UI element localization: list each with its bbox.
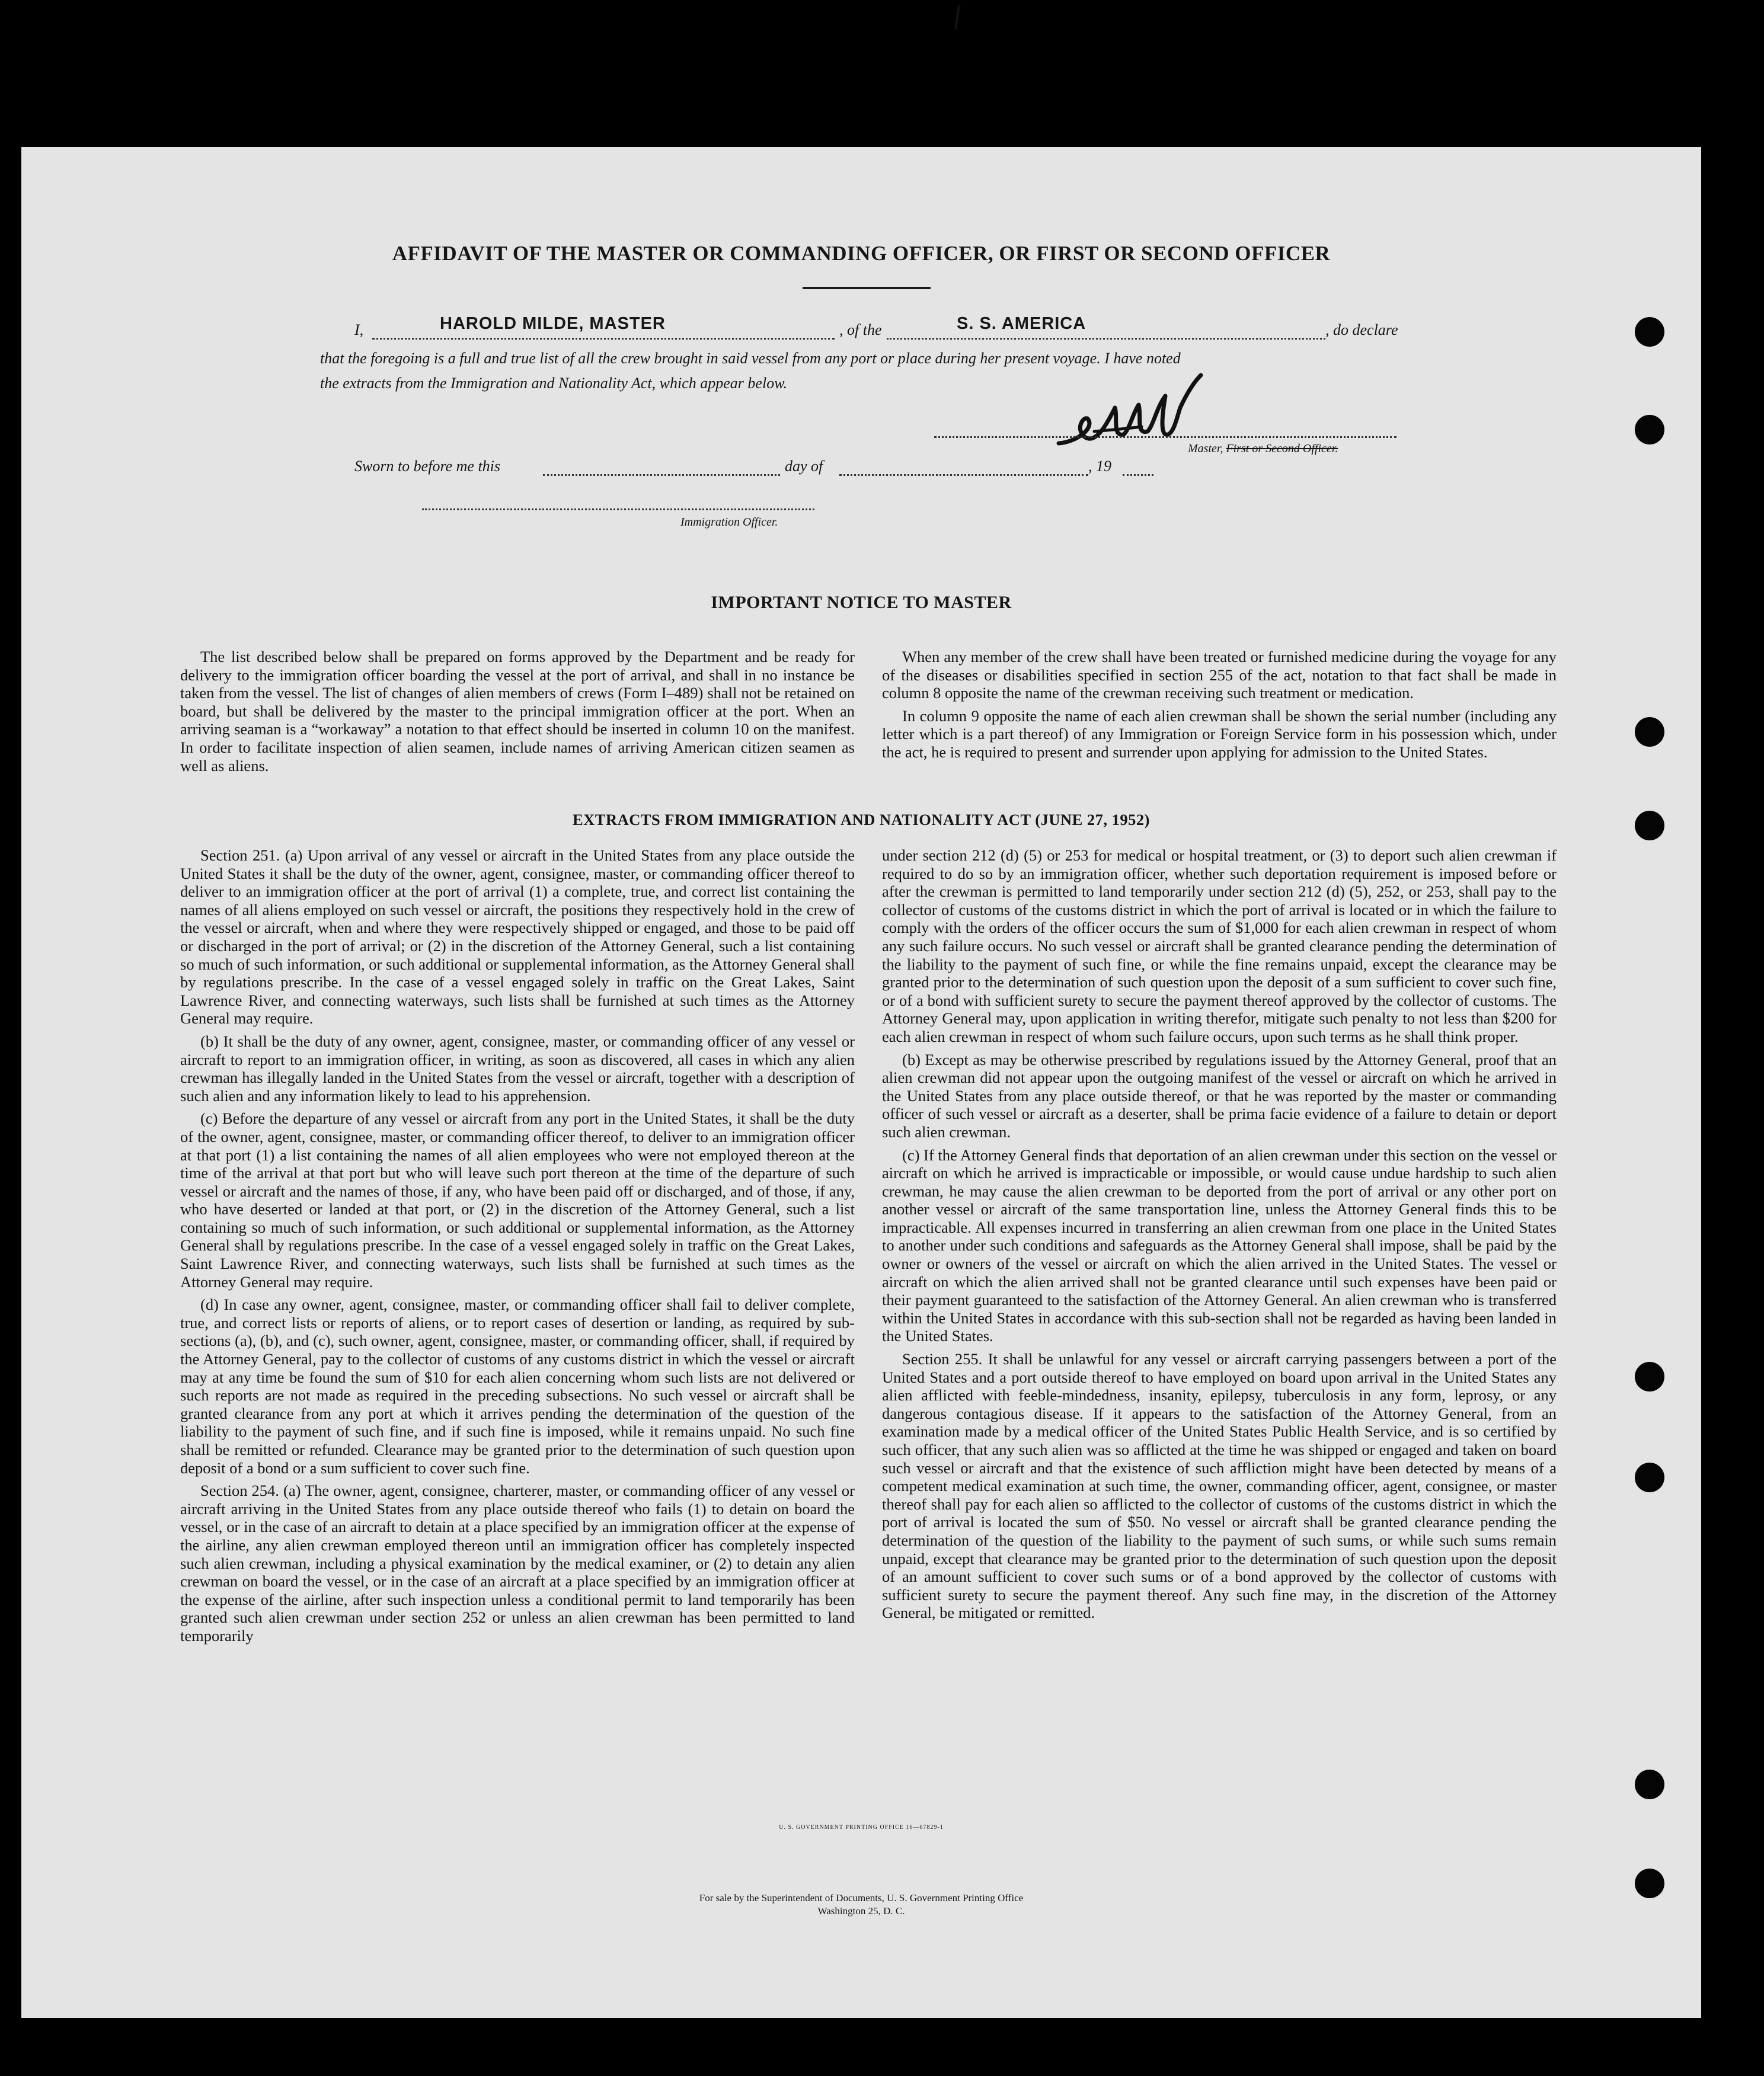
declaration-line-1: that the foregoing is a full and true list of all the crew brought in said vessel from any port or place during her present voyage. I have noted <box>320 350 1181 367</box>
sworn-label: Sworn to before me this <box>354 458 501 475</box>
affidavit-title: AFFIDAVIT OF THE MASTER OR COMMANDING OFFICER, OR FIRST OR SECOND OFFICER <box>392 242 1331 265</box>
punch-hole <box>1635 717 1664 747</box>
sworn-day-line <box>543 474 780 476</box>
day-of-label: day of <box>785 458 823 475</box>
sale-line-2: Washington 25, D. C. <box>817 1905 905 1917</box>
declaration-line-2: the extracts from the Immigration and Nationality Act, which appear below. <box>320 375 788 392</box>
sale-line-1: For sale by the Superintendent of Documents, U. S. Government Printing Office <box>699 1892 1024 1904</box>
punch-hole <box>1635 317 1664 347</box>
notice-right-column <box>882 648 1557 766</box>
immigration-officer-caption: Immigration Officer. <box>680 516 778 529</box>
extract-paragraph: Section 254. (a) The owner, agent, consignee, charterer, master, or commanding officer of any vessel or aircraft arriving in the United States from any place outside thereof who fails (1) to detain on board the vessel, or in the case of an aircraft to detain at a place specified by an immigration officer at the expense of the airline, any alien crewman employed thereon until an immigration officer has completely inspected such alien crewman, including a physical examination by the medical examiner, or (2) to detain any alien crewman on board the vessel, or in the case of an aircraft at a place specified by an immigration officer at the expense of the airline, after such inspection unless a conditional permit to land temporarily has been granted such alien crewman under section 252 or unless an alien crewman has been permitted to land temporarily <box>180 1482 855 1645</box>
notice-paragraph: In column 9 opposite the name of each alien crewman shall be shown the serial number (including any letter which is a part thereof) of any Immigration or Foreign Service form in his possession which, under the act, he is required to present and surrender upon applying for admission to the United States. <box>882 706 1557 761</box>
extract-paragraph: (c) If the Attorney General finds that deportation of an alien crewman under this section on the vessel or aircraft on which he arrived is impracticable or impossible, or would cause undue hardship to such alien crewman, he may cause the alien crewman to be deported from the port of arrival or any other port on another vessel or aircraft of the same transportation line, unless the Attorney General finds this to be impracticable. All expenses incurred in transferring an alien crewman from one place in the United States to another under such conditions and safeguards as the Attorney General shall impose, shall be paid by the owner or owners of the vessel or aircraft on which the alien arrived in the United States. The vessel or aircraft on which the alien arrived shall not be granted clearance until such expenses have been paid or their payment guaranteed to the satisfaction of the Attorney General. An alien crewman who is transferred within the United States in accordance with this sub-section shall not be regarded as having been landed in the United States. <box>882 1146 1557 1345</box>
punch-hole <box>1635 1362 1664 1392</box>
notice-paragraph: The list described below shall be prepared on forms approved by the Department and be ready for delivery to the immigration officer boarding the vessel at the port of arrival, and shall in no instance be taken from the vessel. The list of changes of alien members of crews (Form I–489) shall not be retained on board, but shall be delivered by the master to the principal immigration officer at the port. When an arriving seaman is a “workaway” a notation to that effect should be inserted in column 10 on the manifest. In order to facilitate inspection of alien seamen, include names of arriving American citizen seamen as well as aliens. <box>180 648 855 775</box>
extracts-heading: EXTRACTS FROM IMMIGRATION AND NATIONALITY ACT (JUNE 27, 1952) <box>572 811 1150 829</box>
extracts-right-column <box>882 846 1557 1627</box>
do-declare-label: , do declare <box>1325 321 1398 338</box>
punch-hole <box>1635 415 1664 444</box>
punch-hole <box>1635 1770 1664 1799</box>
title-divider <box>803 287 931 289</box>
extract-paragraph: Section 251. (a) Upon arrival of any vessel or aircraft in the United States from any place outside the United States it shall be the duty of the owner, agent, consignee, master, or commanding officer thereof to deliver to an immigration officer at the port of arrival (1) a complete, true, and correct list containing the names of all aliens employed on such vessel or aircraft, the positions they respectively hold in the crew of the vessel or aircraft, when and where they were respectively shipped or engaged, and those to be paid off or discharged in the port of arrival; or (2) in the discretion of the Attorney General, such a list containing so much of such information, or such additional or supplemental information, as the Attorney General shall by regulations prescribe. In the case of a vessel engaged solely in traffic on the Great Lakes, Saint Lawrence River, and connecting waterways, such lists shall be furnished at such times as the Attorney General may require. <box>180 846 855 1028</box>
vessel-name-field[interactable]: S. S. AMERICA <box>957 314 1086 333</box>
year-label: , 19 <box>1088 458 1111 475</box>
notice-heading: IMPORTANT NOTICE TO MASTER <box>711 593 1012 612</box>
extracts-left-column <box>180 846 855 1650</box>
signature-line <box>934 436 1396 438</box>
extract-paragraph: (c) Before the departure of any vessel or aircraft from any port in the United States, it shall be the duty of the owner, agent, consignee, master, or commanding officer thereof, to deliver to an immigration officer at that port (1) a list containing the names of all alien employees who were not employed thereon at the time of the arrival at that port but who will leave such port thereon at the time of the departure of such vessel or aircraft and the names of those, if any, who have been paid off or discharged, and of those, if any, who have deserted or landed at that port, or (2) in the discretion of the Attorney General, such a list containing so much of such information, or such additional or supplemental information, as the Attorney General shall by regulations prescribe. In the case of a vessel engaged solely in traffic on the Great Lakes, Saint Lawrence River, and connecting waterways, such lists shall be furnished at such times as the Attorney General may require. <box>180 1109 855 1291</box>
of-the-label: , of the <box>839 321 882 338</box>
master-caption: Master, <box>1188 442 1223 455</box>
vessel-field-line <box>887 338 1325 340</box>
master-name-field[interactable]: HAROLD MILDE, MASTER <box>440 314 666 333</box>
notice-paragraph: When any member of the crew shall have been treated or furnished medicine during the voyage for any of the diseases or disabilities specified in section 255 of the act, notation to that fact shall be made in column 8 opposite the name of the crewman receiving such treatment or medication. <box>882 648 1557 702</box>
punch-hole <box>1635 1463 1664 1492</box>
extract-paragraph: (b) It shall be the duty of any owner, agent, consignee, master, or commanding officer of any vessel or aircraft to report to an immigration officer, in writing, as soon as discovered, all cases in which any alien crewman has illegally landed in the United States from the vessel or aircraft, together with a description of such alien and any information likely to lead to his apprehension. <box>180 1032 855 1105</box>
immigration-officer-line <box>422 508 814 510</box>
sale-notice <box>21 1892 1701 1918</box>
extract-paragraph: (b) Except as may be otherwise prescribed by regulations issued by the Attorney General, proof that an alien crewman did not appear upon the outgoing manifest of the vessel or aircraft on which he arrived in the United States from any place outside thereof, or that he was reported by the master or commanding officer of such vessel or aircraft as a deserter, shall be prima facie evidence of a failure to detain or deport such alien crewman. <box>882 1050 1557 1141</box>
scan-mark <box>954 5 960 30</box>
notice-left-column <box>180 648 855 779</box>
printing-office-imprint: U. S. GOVERNMENT PRINTING OFFICE 16—67829-1 <box>779 1824 944 1831</box>
sworn-year-line <box>1123 474 1153 476</box>
struck-officer-caption: First or Second Officer. <box>1226 442 1338 455</box>
extract-paragraph: Section 255. It shall be unlawful for any vessel or aircraft carrying passengers between a port of the United States and a port outside thereof to have employed on board upon arrival in the United States any alien afflicted with feeble-mindedness, insanity, epilepsy, tuberculosis in any form, leprosy, or any dangerous contagious disease. If it appears to the satisfaction of the Attorney General, from an examination made by a medical officer of the United States Public Health Service, and is so certified by such officer, that any such alien was so afflicted at the time he was shipped or engaged and taken on board such vessel or aircraft and that the existence of such affliction might have been detected by means of a competent medical examination at such time, the owner, commanding officer, agent, consignee, or master thereof shall pay for each alien so afflicted to the collector of customs of the customs district in which the port of arrival is located the sum of $50. No vessel or aircraft shall be granted clearance pending the determination of the question of the liability to the payment of such sums, or while such sums remain unpaid, except that clearance may be granted prior to the determination of such question upon the deposit of an amount sufficient to cover such sums or of a bond approved by the collector of customs with sufficient surety to secure the payment thereof. Any such fine may, in the discretion of the Attorney General, be mitigated or remitted. <box>882 1350 1557 1622</box>
extract-paragraph: (d) In case any owner, agent, consignee, master, or commanding officer shall fail to deliver complete, true, and correct lists or reports of aliens, or to report cases of desertion or landing, as required by sub-sections (a), (b), and (c), such owner, agent, consignee, master, or commanding officer, shall, if required by the Attorney General, pay to the collector of customs of any customs district in which the vessel or aircraft may at any time be found the sum of $10 for each alien concerning whom such lists are not delivered or such reports are not made as required in the preceding subsections. No such vessel or aircraft shall be granted clearance from any port at which it arrives pending the determination of the question of the liability to the payment of such fine, and if such fine is imposed, while it remains unpaid. No such fine shall be remitted or refunded. Clearance may be granted prior to the determination of such question upon deposit of a bond or a sum sufficient to cover such fine. <box>180 1295 855 1477</box>
extract-paragraph: under section 212 (d) (5) or 253 for medical or hospital treatment, or (3) to deport such alien crewman if required to do so by an immigration officer, whether such deportation requirement is imposed before or after the crewman is permitted to land temporarily under section 212 (d) (5), 252, or 253, shall pay to the collector of customs of the customs district in which the port of arrival is located or in which the failure to comply with the orders of the officer occurs the sum of $1,000 for each alien crewman in respect of whom any such failure occurs. No such vessel or aircraft shall be granted clearance pending the determination of the liability to the payment of such fine, or while the fine remains unpaid, except the clearance may be granted prior to the determination of such question upon the deposit of a sum sufficient to cover such fine, or of a bond with sufficient surety to secure the payment thereof approved by the collector of customs. The Attorney General may, upon application in writing therefor, mitigate such penalty to not less than $200 for each alien crewman in respect of whom such failure occurs, upon such terms as he shall think proper. <box>882 846 1557 1045</box>
form-page <box>21 147 1701 2018</box>
sworn-month-line <box>839 474 1088 476</box>
i-label: I, <box>354 321 364 338</box>
signature-caption <box>1188 442 1338 456</box>
master-signature <box>1053 372 1207 455</box>
name-field-line <box>372 338 835 340</box>
